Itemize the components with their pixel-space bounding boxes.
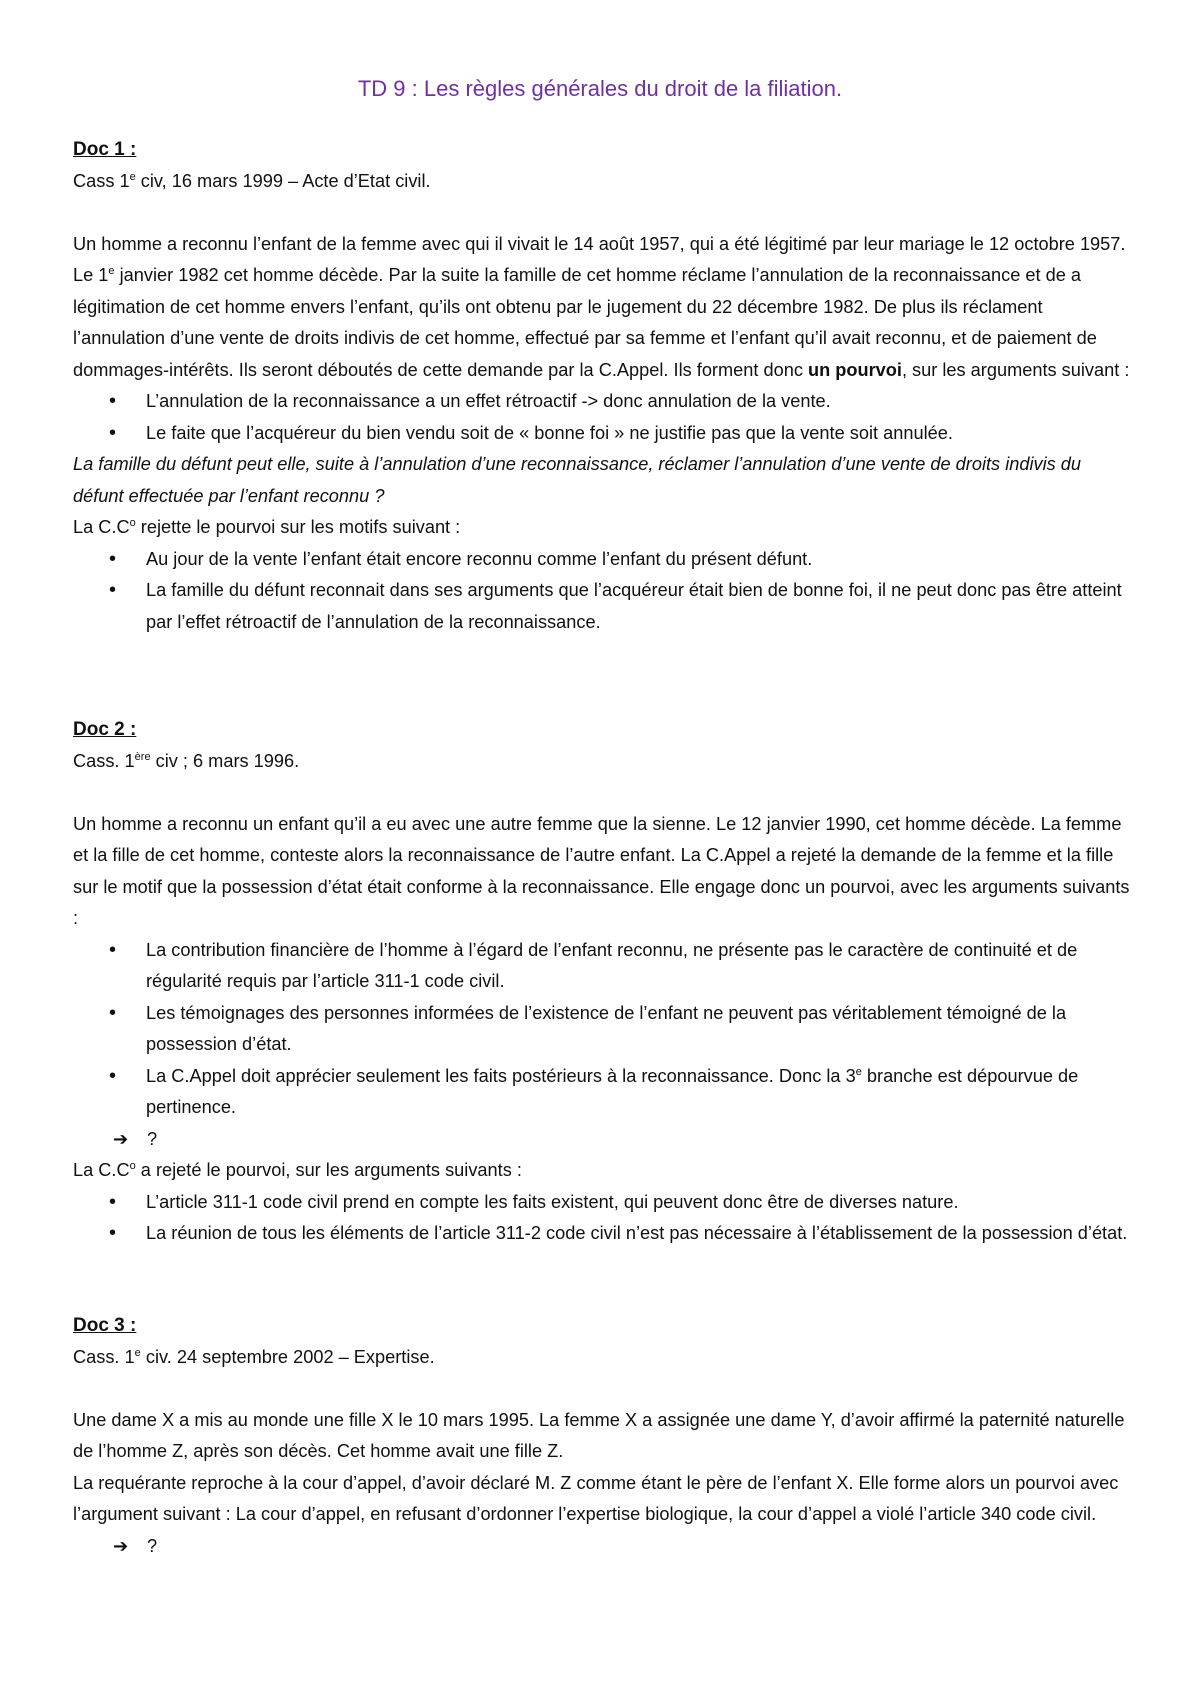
list-item: • Les témoignages des personnes informées de l’existence de l’enfant ne peuvent pas véritablement témoigné de la possession d’état. — [73, 998, 1133, 1061]
list-item: • Le faite que l’acquéreur du bien vendu soit de « bonne foi » ne justifie pas que la vente soit annulée. — [73, 418, 1133, 450]
doc2-section — [73, 714, 1133, 1250]
list-item: • La famille du défunt reconnait dans ses arguments que l’acquéreur était bien de bonne foi, il ne peut donc pas être atteint par l’effet rétroactif de l’annulation de la reconnaissance. — [73, 575, 1133, 638]
doc3-facts: Une dame X a mis au monde une fille X le 10 mars 1995. La femme X a assignée une dame Y, d’avoir affirmé la paternité naturelle de l’homme Z, après son décès. Cet homme avait une fille Z. — [73, 1409, 1125, 1461]
list-item: • La contribution financière de l’homme à l’égard de l’enfant reconnu, ne présente pas le caractère de continuité et de régularité requis par l’article 311-1 code civil. — [73, 935, 1133, 998]
doc2-ruling: La $C.C^o$ a rejeté le pourvoi, sur les arguments suivants : — [73, 1159, 522, 1180]
list-item: • L’article 311-1 code civil prend en compte les faits existent, qui peuvent donc être de diverses nature. — [73, 1187, 1133, 1219]
doc2-arguments-list — [73, 935, 1133, 1124]
list-item: • Au jour de la vente l’enfant était encore reconnu comme l’enfant du présent défunt. — [73, 544, 1133, 576]
list-item: • La C.Appel doit apprécier seulement les faits postérieurs à la reconnaissance. Donc la 3e branche est dépourvue de pertinence. — [73, 1061, 1133, 1124]
doc1-arguments-list — [73, 386, 1133, 449]
list-item: • La réunion de tous les éléments de l’article 311-2 code civil n’est pas nécessaire à l’établissement de la possession d’état. — [73, 1218, 1133, 1250]
doc1-motifs-list — [73, 544, 1133, 639]
doc1-reference: Cass 1e civ, 16 mars 1999 – Acte d’Etat civil. — [73, 170, 431, 191]
doc2-facts: Un homme a reconnu un enfant qu’il a eu avec une autre femme que la sienne. Le 12 janvier 1990, cet homme décède. La femme et la fille de cet homme, conteste alors la reconnaissance de l’autre enfant. La C.Appel a rejeté la demande de la femme et la fille sur le motif que la possession d’état était conforme à la reconnaissance. Elle engage donc un pourvoi, avec les arguments suivants : — [73, 813, 1130, 928]
doc3-section — [73, 1310, 1133, 1562]
doc3-pourvoi: La requérante reproche à la cour d’appel, d’avoir déclaré M. Z comme étant le père de l’enfant X. Elle forme alors un pourvoi avec l’argument suivant : La cour d’appel, en refusant d’ordonner l’expertise biologique, la cour d’appel a violé l’article 340 code civil. — [73, 1472, 1119, 1524]
doc1-legal-question: La famille du défunt peut elle, suite à l’annulation d’une reconnaissance, réclamer l’annulation d’une vente de droits indivis du défunt effectuée par l’enfant reconnu ? — [73, 454, 1082, 506]
doc3-question-arrow: ➔ ? — [73, 1531, 1133, 1563]
right-arrow-icon: ➔ — [113, 1535, 129, 1556]
doc3-reference: Cass. 1e civ. 24 septembre 2002 – Expertise. — [73, 1346, 435, 1367]
doc2-question-arrow: ➔ ? — [73, 1124, 1133, 1156]
doc1-ruling: La $C.C^o$ rejette le pourvoi sur les motifs suivant : — [73, 516, 461, 537]
doc2-heading: Doc 2 : — [73, 719, 137, 740]
right-arrow-icon: ➔ — [113, 1128, 129, 1149]
doc1-heading: Doc 1 : — [73, 139, 137, 160]
doc1-section — [73, 134, 1133, 638]
doc3-heading: Doc 3 : — [73, 1315, 137, 1336]
doc2-motifs-list — [73, 1187, 1133, 1250]
doc2-reference: Cass. 1ère civ ; 6 mars 1996. — [73, 750, 300, 771]
doc1-facts: Un homme a reconnu l’enfant de la femme avec qui il vivait le 14 août 1957, qui a été légitimé par leur mariage le 12 octobre 1957. Le 1e janvier 1982 cet homme décède. Par la suite la famille de cet homme réclame l’annulation de la reconnaissance et de a légitimation de cet homme envers l’enfant, qu’ils ont obtenu par le jugement du 22 décembre 1982. De plus ils réclament l’annulation d’une vente de droits indivis de cet homme, effectué par sa femme et l’enfant qu’il avait reconnu, et de paiement de dommages-intérêts. Ils seront déboutés de cette demande par la C.Appel. Ils forment donc un pourvoi, sur les arguments suivant : — [73, 233, 1130, 380]
list-item: • L’annulation de la reconnaissance a un effet rétroactif -> donc annulation de la vente. — [73, 386, 1133, 418]
page-title: TD 9 : Les règles générales du droit de la filiation. — [357, 76, 843, 101]
